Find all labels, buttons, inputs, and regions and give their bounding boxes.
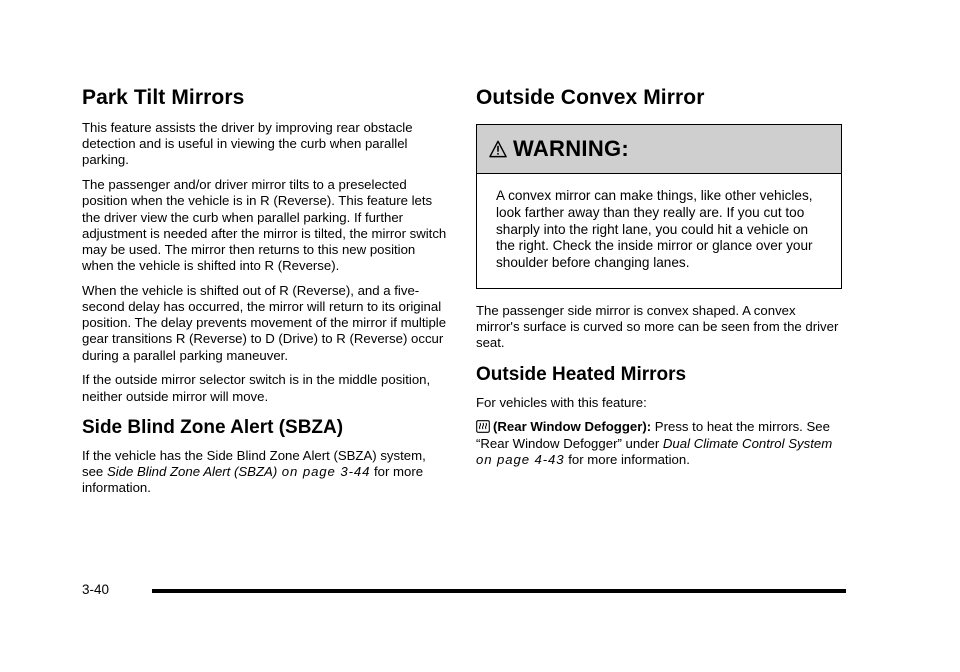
paragraph-convex-shaped: The passenger side mirror is convex shaped. A convex mirror's surface is curved so more can be seen from the driver seat. (476, 302, 839, 351)
warning-title: WARNING: (513, 136, 630, 161)
paragraph-vehicles-with-feature: For vehicles with this feature: (476, 394, 647, 410)
sbza-ref-title: Side Blind Zone Alert (SBZA) (106, 463, 278, 479)
defogger-text-post: for more information. (564, 451, 690, 467)
warning-text: A convex mirror can make things, like other vehicles, look farther away than they really are. If you cut too sharply into the right lane, you could hit a vehicle on the right. Check the inside mirror or glance over your shoulder before changing lanes. (496, 188, 813, 271)
warning-body (477, 174, 841, 288)
paragraph-selector-middle: If the outside mirror selector switch is in the middle position, neither outside mirror will move. (82, 372, 431, 404)
page-number: 3-40 (82, 582, 110, 597)
heading-outside-heated-mirrors: Outside Heated Mirrors (476, 363, 687, 385)
paragraph-park-tilt-preselected: The passenger and/or driver mirror tilts to a preselected position when the vehicle is in R (Reverse). This feature lets the driver view the curb when parallel parking. If further adjustment is needed after the mirror is tilted, the mirror switch may be used. The mirror then returns to this new position when the vehicle is shifted into R (Reverse). (82, 177, 447, 274)
paragraph-rear-defogger (476, 419, 842, 468)
sbza-text-post: for more information. (82, 463, 424, 496)
left-column (82, 86, 447, 505)
heading-outside-convex-mirror: Outside Convex Mirror (476, 86, 705, 109)
paragraph-sbza (82, 448, 447, 497)
sbza-text-pre: If the vehicle has the Side Blind Zone Alert (SBZA) system, see (82, 447, 426, 479)
warning-box (476, 124, 842, 289)
heading-park-tilt-mirrors: Park Tilt Mirrors (82, 86, 245, 109)
heading-side-blind-zone-alert: Side Blind Zone Alert (SBZA) (82, 416, 344, 438)
paragraph-park-tilt-intro: This feature assists the driver by improving rear obstacle detection and is useful in viewing the curb when parallel parking. (82, 120, 413, 168)
warning-triangle-icon (489, 140, 507, 158)
footer-rule (152, 589, 846, 593)
sbza-ref-page: on page 3-44 (277, 463, 371, 479)
paragraph-park-tilt-delay: When the vehicle is shifted out of R (Reverse), and a five-second delay has occurred, the mirror will return to its original position. The delay prevents movement of the mirror if multiple gear transitions R (Reverse) to D (Drive) to R (Reverse) occur during a parallel parking maneuver. (82, 282, 447, 363)
climate-ref-title: Dual Climate Control System (662, 435, 833, 451)
right-column (476, 86, 842, 476)
rear-defogger-icon (476, 420, 490, 433)
sbza-cross-reference-link[interactable] (107, 464, 370, 479)
warning-header (477, 125, 841, 174)
defogger-text-pre: Press to heat the mirrors. See “Rear Window Defogger” under (476, 419, 830, 451)
defogger-label: (Rear Window Defogger): (493, 419, 652, 435)
climate-ref-page: on page 4-43 (476, 451, 565, 467)
